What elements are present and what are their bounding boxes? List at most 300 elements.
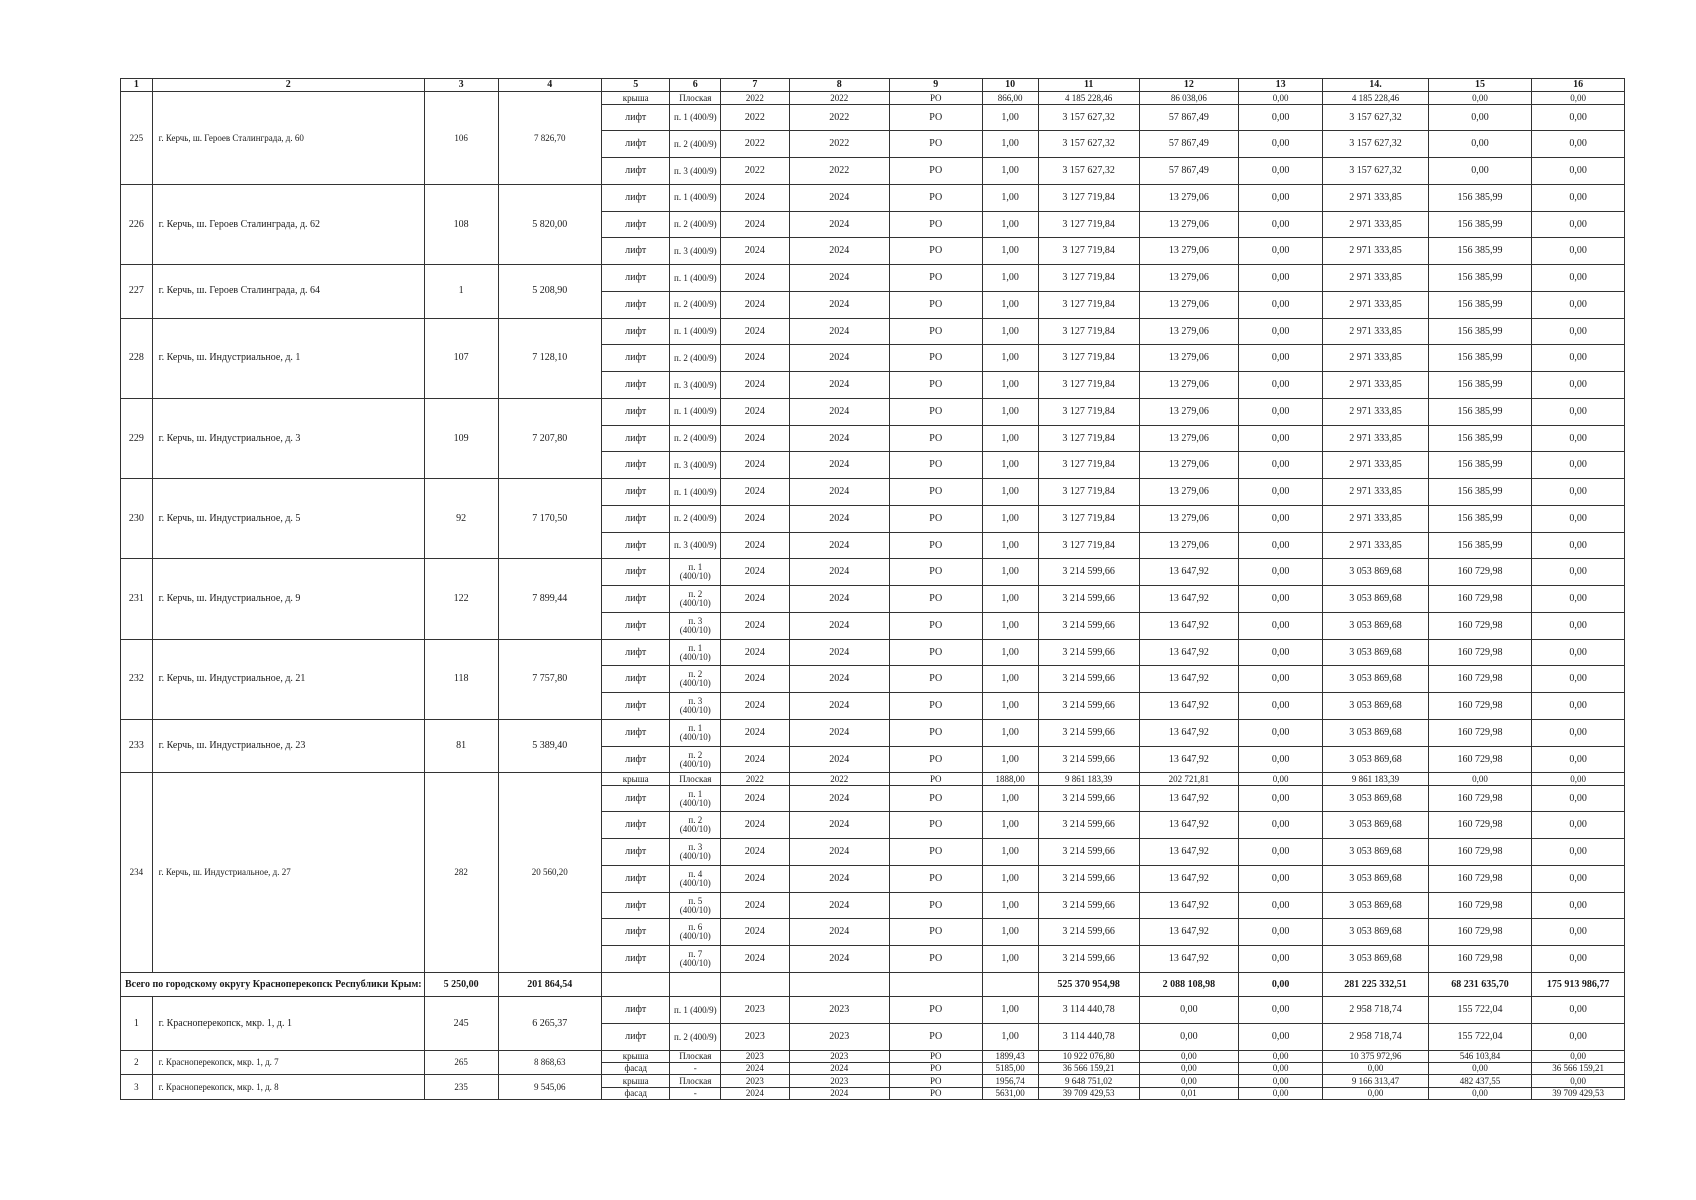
col16-amount: 0,00 xyxy=(1532,785,1625,812)
col7-year: 2024 xyxy=(721,265,790,292)
col13-amount: 0,00 xyxy=(1238,238,1322,265)
col6-element: Плоская xyxy=(670,1050,721,1062)
col7-year: 2024 xyxy=(721,559,790,586)
col14-amount: 2 971 333,85 xyxy=(1323,238,1428,265)
row-number: 233 xyxy=(121,719,153,773)
col12-amount: 0,00 xyxy=(1139,1050,1238,1062)
empty-cell xyxy=(670,972,721,997)
col12-amount: 57 867,49 xyxy=(1139,104,1238,131)
col11-total-cost: 4 185 228,46 xyxy=(1038,92,1139,104)
row-number: 228 xyxy=(121,318,153,398)
col11-total-cost: 3 214 599,66 xyxy=(1038,612,1139,639)
table-body xyxy=(121,79,1625,1100)
col7-year: 2024 xyxy=(721,693,790,720)
col11-total-cost: 3 214 599,66 xyxy=(1038,666,1139,693)
col14-amount: 0,00 xyxy=(1323,1087,1428,1099)
col8-year: 2024 xyxy=(789,425,889,452)
col12-amount: 0,00 xyxy=(1139,1075,1238,1087)
col13-amount: 0,00 xyxy=(1238,211,1322,238)
col10-volume: 866,00 xyxy=(982,92,1038,104)
col11-total-cost: 3 214 599,66 xyxy=(1038,892,1139,919)
col9-method: РО xyxy=(889,586,982,613)
col6-element: п. 2 (400/10) xyxy=(670,746,721,773)
col15-amount: 156 385,99 xyxy=(1428,372,1531,399)
col5-work-type: крыша xyxy=(601,92,670,104)
col14-amount: 3 053 869,68 xyxy=(1323,612,1428,639)
total-area: 201 864,54 xyxy=(498,972,601,997)
col11-total-cost: 3 114 440,78 xyxy=(1038,997,1139,1024)
col7-year: 2022 xyxy=(721,158,790,185)
col5-work-type: лифт xyxy=(601,398,670,425)
col6-element: п. 3 (400/9) xyxy=(670,372,721,399)
col8-year: 2024 xyxy=(789,532,889,559)
apartment-count: 106 xyxy=(424,92,498,185)
col5-work-type: лифт xyxy=(601,746,670,773)
col5-work-type: лифт xyxy=(601,479,670,506)
row-number: 234 xyxy=(121,773,153,973)
col11-total-cost: 3 214 599,66 xyxy=(1038,919,1139,946)
col6-element: п. 3 (400/9) xyxy=(670,532,721,559)
col9-method: РО xyxy=(889,773,982,785)
col16-amount: 0,00 xyxy=(1532,639,1625,666)
col10-volume: 1,00 xyxy=(982,131,1038,158)
col7-year: 2024 xyxy=(721,865,790,892)
col7-year: 2024 xyxy=(721,892,790,919)
col11-total-cost: 3 214 599,66 xyxy=(1038,559,1139,586)
col6-element: п. 1 (400/10) xyxy=(670,559,721,586)
col12-amount: 13 279,06 xyxy=(1139,318,1238,345)
row-number: 230 xyxy=(121,479,153,559)
building-area: 5 820,00 xyxy=(498,184,601,264)
col10-volume: 1,00 xyxy=(982,505,1038,532)
col11-total-cost: 3 157 627,32 xyxy=(1038,158,1139,185)
col8-year: 2024 xyxy=(789,865,889,892)
col8-year: 2024 xyxy=(789,586,889,613)
col8-year: 2024 xyxy=(789,398,889,425)
building-address: г. Красноперекопск, мкр. 1, д. 7 xyxy=(152,1050,424,1075)
col6-element: п. 1 (400/10) xyxy=(670,785,721,812)
col14-amount: 3 053 869,68 xyxy=(1323,719,1428,746)
col9-method: РО xyxy=(889,1063,982,1075)
col12-amount: 0,01 xyxy=(1139,1087,1238,1099)
col6-element: п. 5 (400/10) xyxy=(670,892,721,919)
col12-amount: 86 038,06 xyxy=(1139,92,1238,104)
col10-volume: 1,00 xyxy=(982,372,1038,399)
col14-amount: 3 053 869,68 xyxy=(1323,666,1428,693)
col8-year: 2023 xyxy=(789,1024,889,1051)
col9-method: РО xyxy=(889,719,982,746)
col15-amount: 156 385,99 xyxy=(1428,238,1531,265)
col10-volume: 1,00 xyxy=(982,291,1038,318)
col16-amount: 0,00 xyxy=(1532,1050,1625,1062)
col13-amount: 0,00 xyxy=(1238,719,1322,746)
col8-year: 2024 xyxy=(789,559,889,586)
col10-volume: 1,00 xyxy=(982,452,1038,479)
building-area: 5 208,90 xyxy=(498,265,601,319)
col12-amount: 13 647,92 xyxy=(1139,746,1238,773)
col12-amount: 13 279,06 xyxy=(1139,425,1238,452)
col6-element: Плоская xyxy=(670,773,721,785)
empty-cell xyxy=(789,972,889,997)
col6-element: Плоская xyxy=(670,92,721,104)
col8-year: 2024 xyxy=(789,238,889,265)
col16-amount: 0,00 xyxy=(1532,666,1625,693)
col5-work-type: лифт xyxy=(601,131,670,158)
col6-element: п. 2 (400/10) xyxy=(670,812,721,839)
col9-method: РО xyxy=(889,131,982,158)
column-number-header: 16 xyxy=(1532,79,1625,92)
col12-amount: 13 279,06 xyxy=(1139,398,1238,425)
col11-total-cost: 3 127 719,84 xyxy=(1038,505,1139,532)
col7-year: 2024 xyxy=(721,1063,790,1075)
col10-volume: 1,00 xyxy=(982,238,1038,265)
col9-method: РО xyxy=(889,104,982,131)
col9-method: РО xyxy=(889,946,982,973)
col12-amount: 13 647,92 xyxy=(1139,812,1238,839)
col5-work-type: лифт xyxy=(601,666,670,693)
empty-cell xyxy=(721,972,790,997)
col15-amount: 160 729,98 xyxy=(1428,785,1531,812)
col10-volume: 1956,74 xyxy=(982,1075,1038,1087)
col16-amount: 0,00 xyxy=(1532,372,1625,399)
col9-method: РО xyxy=(889,746,982,773)
col12-amount: 13 279,06 xyxy=(1139,372,1238,399)
col8-year: 2023 xyxy=(789,997,889,1024)
col12-amount: 13 647,92 xyxy=(1139,639,1238,666)
col9-method: РО xyxy=(889,666,982,693)
total-c14: 281 225 332,51 xyxy=(1323,972,1428,997)
col9-method: РО xyxy=(889,238,982,265)
col10-volume: 1,00 xyxy=(982,839,1038,866)
col13-amount: 0,00 xyxy=(1238,1050,1322,1062)
col9-method: РО xyxy=(889,211,982,238)
col16-amount: 0,00 xyxy=(1532,345,1625,372)
col8-year: 2024 xyxy=(789,693,889,720)
col6-element: п. 1 (400/9) xyxy=(670,398,721,425)
col12-amount: 13 647,92 xyxy=(1139,612,1238,639)
building-address: г. Керчь, ш. Индустриальное, д. 1 xyxy=(152,318,424,398)
col13-amount: 0,00 xyxy=(1238,785,1322,812)
col16-amount: 0,00 xyxy=(1532,559,1625,586)
col7-year: 2024 xyxy=(721,398,790,425)
col7-year: 2024 xyxy=(721,586,790,613)
col7-year: 2024 xyxy=(721,345,790,372)
col9-method: РО xyxy=(889,184,982,211)
col9-method: РО xyxy=(889,693,982,720)
table-row xyxy=(121,1050,1625,1062)
col16-amount: 0,00 xyxy=(1532,425,1625,452)
col13-amount: 0,00 xyxy=(1238,997,1322,1024)
col14-amount: 2 971 333,85 xyxy=(1323,291,1428,318)
col10-volume: 1,00 xyxy=(982,785,1038,812)
col12-amount: 57 867,49 xyxy=(1139,158,1238,185)
col8-year: 2024 xyxy=(789,839,889,866)
col5-work-type: лифт xyxy=(601,639,670,666)
table-row xyxy=(121,559,1625,586)
col15-amount: 156 385,99 xyxy=(1428,265,1531,292)
total-c12: 2 088 108,98 xyxy=(1139,972,1238,997)
col16-amount: 0,00 xyxy=(1532,719,1625,746)
col15-amount: 156 385,99 xyxy=(1428,318,1531,345)
col16-amount: 0,00 xyxy=(1532,892,1625,919)
col14-amount: 3 053 869,68 xyxy=(1323,865,1428,892)
col13-amount: 0,00 xyxy=(1238,425,1322,452)
row-number: 232 xyxy=(121,639,153,719)
col8-year: 2024 xyxy=(789,372,889,399)
table-row xyxy=(121,479,1625,506)
col10-volume: 1,00 xyxy=(982,158,1038,185)
col15-amount: 160 729,98 xyxy=(1428,892,1531,919)
col6-element: п. 4 (400/10) xyxy=(670,865,721,892)
col8-year: 2024 xyxy=(789,291,889,318)
col13-amount: 0,00 xyxy=(1238,318,1322,345)
col11-total-cost: 3 214 599,66 xyxy=(1038,586,1139,613)
col16-amount: 0,00 xyxy=(1532,238,1625,265)
col6-element: п. 1 (400/10) xyxy=(670,719,721,746)
col6-element: п. 3 (400/9) xyxy=(670,158,721,185)
col13-amount: 0,00 xyxy=(1238,639,1322,666)
building-area: 9 545,06 xyxy=(498,1075,601,1100)
col6-element: п. 1 (400/10) xyxy=(670,639,721,666)
col7-year: 2024 xyxy=(721,612,790,639)
col7-year: 2024 xyxy=(721,1087,790,1099)
col13-amount: 0,00 xyxy=(1238,612,1322,639)
empty-cell xyxy=(601,972,670,997)
building-address: г. Красноперекопск, мкр. 1, д. 8 xyxy=(152,1075,424,1100)
col14-amount: 3 053 869,68 xyxy=(1323,919,1428,946)
col12-amount: 13 647,92 xyxy=(1139,719,1238,746)
col7-year: 2023 xyxy=(721,997,790,1024)
col5-work-type: лифт xyxy=(601,345,670,372)
col5-work-type: лифт xyxy=(601,892,670,919)
col8-year: 2022 xyxy=(789,104,889,131)
col5-work-type: лифт xyxy=(601,719,670,746)
col14-amount: 3 053 869,68 xyxy=(1323,559,1428,586)
col5-work-type: крыша xyxy=(601,773,670,785)
column-number-header: 2 xyxy=(152,79,424,92)
col12-amount: 0,00 xyxy=(1139,997,1238,1024)
col15-amount: 0,00 xyxy=(1428,1063,1531,1075)
col8-year: 2024 xyxy=(789,946,889,973)
col13-amount: 0,00 xyxy=(1238,693,1322,720)
col5-work-type: лифт xyxy=(601,184,670,211)
column-number-header: 6 xyxy=(670,79,721,92)
table-row xyxy=(121,398,1625,425)
col14-amount: 2 971 333,85 xyxy=(1323,345,1428,372)
col14-amount: 2 971 333,85 xyxy=(1323,318,1428,345)
col8-year: 2024 xyxy=(789,639,889,666)
col6-element: - xyxy=(670,1087,721,1099)
col5-work-type: лифт xyxy=(601,997,670,1024)
col11-total-cost: 3 127 719,84 xyxy=(1038,345,1139,372)
col7-year: 2024 xyxy=(721,532,790,559)
col10-volume: 1,00 xyxy=(982,1024,1038,1051)
col14-amount: 3 157 627,32 xyxy=(1323,158,1428,185)
col7-year: 2024 xyxy=(721,238,790,265)
col10-volume: 1,00 xyxy=(982,892,1038,919)
col7-year: 2024 xyxy=(721,211,790,238)
col9-method: РО xyxy=(889,425,982,452)
col5-work-type: лифт xyxy=(601,291,670,318)
col10-volume: 1,00 xyxy=(982,184,1038,211)
column-number-header: 12 xyxy=(1139,79,1238,92)
apartment-count: 81 xyxy=(424,719,498,773)
apartment-count: 109 xyxy=(424,398,498,478)
building-address: г. Керчь, ш. Индустриальное, д. 3 xyxy=(152,398,424,478)
col14-amount: 3 053 869,68 xyxy=(1323,586,1428,613)
col5-work-type: лифт xyxy=(601,425,670,452)
col15-amount: 155 722,04 xyxy=(1428,997,1531,1024)
col9-method: РО xyxy=(889,372,982,399)
apartment-count: 235 xyxy=(424,1075,498,1100)
col5-work-type: лифт xyxy=(601,505,670,532)
col10-volume: 1,00 xyxy=(982,211,1038,238)
col14-amount: 2 971 333,85 xyxy=(1323,452,1428,479)
col6-element: п. 2 (400/9) xyxy=(670,131,721,158)
col12-amount: 57 867,49 xyxy=(1139,131,1238,158)
col5-work-type: фасад xyxy=(601,1063,670,1075)
col16-amount: 0,00 xyxy=(1532,479,1625,506)
col13-amount: 0,00 xyxy=(1238,1024,1322,1051)
col14-amount: 3 157 627,32 xyxy=(1323,131,1428,158)
col12-amount: 13 647,92 xyxy=(1139,865,1238,892)
col16-amount: 0,00 xyxy=(1532,946,1625,973)
col11-total-cost: 3 127 719,84 xyxy=(1038,265,1139,292)
col9-method: РО xyxy=(889,532,982,559)
col9-method: РО xyxy=(889,291,982,318)
col11-total-cost: 3 127 719,84 xyxy=(1038,532,1139,559)
col8-year: 2024 xyxy=(789,1063,889,1075)
total-apartments: 5 250,00 xyxy=(424,972,498,997)
apartment-count: 107 xyxy=(424,318,498,398)
column-number-header: 1 xyxy=(121,79,153,92)
col13-amount: 0,00 xyxy=(1238,104,1322,131)
column-number-header: 11 xyxy=(1038,79,1139,92)
col7-year: 2024 xyxy=(721,372,790,399)
col5-work-type: лифт xyxy=(601,104,670,131)
col7-year: 2024 xyxy=(721,719,790,746)
col9-method: РО xyxy=(889,1050,982,1062)
col14-amount: 3 053 869,68 xyxy=(1323,639,1428,666)
col16-amount: 0,00 xyxy=(1532,505,1625,532)
col16-amount: 0,00 xyxy=(1532,398,1625,425)
col12-amount: 13 279,06 xyxy=(1139,291,1238,318)
col15-amount: 160 729,98 xyxy=(1428,559,1531,586)
building-area: 5 389,40 xyxy=(498,719,601,773)
col8-year: 2024 xyxy=(789,1087,889,1099)
col5-work-type: лифт xyxy=(601,865,670,892)
col10-volume: 1,00 xyxy=(982,479,1038,506)
table-row xyxy=(121,639,1625,666)
table-row xyxy=(121,997,1625,1024)
building-address: г. Керчь, ш. Героев Сталинграда, д. 62 xyxy=(152,184,424,264)
col7-year: 2024 xyxy=(721,639,790,666)
col6-element: п. 2 (400/9) xyxy=(670,1024,721,1051)
col9-method: РО xyxy=(889,1075,982,1087)
col8-year: 2023 xyxy=(789,1050,889,1062)
col11-total-cost: 36 566 159,21 xyxy=(1038,1063,1139,1075)
col14-amount: 10 375 972,96 xyxy=(1323,1050,1428,1062)
col16-amount: 0,00 xyxy=(1532,1075,1625,1087)
col10-volume: 1,00 xyxy=(982,532,1038,559)
col10-volume: 1,00 xyxy=(982,865,1038,892)
col15-amount: 160 729,98 xyxy=(1428,812,1531,839)
column-number-header: 13 xyxy=(1238,79,1322,92)
col13-amount: 0,00 xyxy=(1238,839,1322,866)
col15-amount: 160 729,98 xyxy=(1428,612,1531,639)
col12-amount: 13 647,92 xyxy=(1139,693,1238,720)
col5-work-type: крыша xyxy=(601,1075,670,1087)
col15-amount: 160 729,98 xyxy=(1428,719,1531,746)
col14-amount: 4 185 228,46 xyxy=(1323,92,1428,104)
col16-amount: 0,00 xyxy=(1532,131,1625,158)
apartment-count: 1 xyxy=(424,265,498,319)
col12-amount: 13 279,06 xyxy=(1139,211,1238,238)
col8-year: 2024 xyxy=(789,184,889,211)
col13-amount: 0,00 xyxy=(1238,1063,1322,1075)
col5-work-type: лифт xyxy=(601,919,670,946)
col6-element: п. 1 (400/9) xyxy=(670,997,721,1024)
apartment-count: 92 xyxy=(424,479,498,559)
col15-amount: 156 385,99 xyxy=(1428,452,1531,479)
col9-method: РО xyxy=(889,318,982,345)
col7-year: 2024 xyxy=(721,839,790,866)
col15-amount: 160 729,98 xyxy=(1428,946,1531,973)
col5-work-type: лифт xyxy=(601,839,670,866)
col5-work-type: лифт xyxy=(601,211,670,238)
col15-amount: 0,00 xyxy=(1428,158,1531,185)
col16-amount: 0,00 xyxy=(1532,1024,1625,1051)
col11-total-cost: 3 127 719,84 xyxy=(1038,291,1139,318)
col7-year: 2024 xyxy=(721,746,790,773)
col14-amount: 3 053 869,68 xyxy=(1323,693,1428,720)
col11-total-cost: 3 127 719,84 xyxy=(1038,452,1139,479)
col8-year: 2024 xyxy=(789,452,889,479)
apartment-count: 122 xyxy=(424,559,498,639)
col7-year: 2023 xyxy=(721,1024,790,1051)
col11-total-cost: 3 214 599,66 xyxy=(1038,639,1139,666)
col13-amount: 0,00 xyxy=(1238,479,1322,506)
building-address: г. Керчь, ш. Индустриальное, д. 21 xyxy=(152,639,424,719)
col15-amount: 160 729,98 xyxy=(1428,839,1531,866)
col7-year: 2022 xyxy=(721,92,790,104)
col5-work-type: лифт xyxy=(601,238,670,265)
col9-method: РО xyxy=(889,785,982,812)
col15-amount: 156 385,99 xyxy=(1428,532,1531,559)
col5-work-type: лифт xyxy=(601,785,670,812)
column-number-header: 7 xyxy=(721,79,790,92)
column-number-header: 9 xyxy=(889,79,982,92)
col6-element: п. 1 (400/9) xyxy=(670,318,721,345)
apartment-count: 265 xyxy=(424,1050,498,1075)
col16-amount: 0,00 xyxy=(1532,92,1625,104)
col12-amount: 13 647,92 xyxy=(1139,839,1238,866)
col8-year: 2023 xyxy=(789,1075,889,1087)
row-number: 225 xyxy=(121,92,153,185)
col9-method: РО xyxy=(889,559,982,586)
col5-work-type: лифт xyxy=(601,532,670,559)
col7-year: 2022 xyxy=(721,104,790,131)
col7-year: 2023 xyxy=(721,1050,790,1062)
col10-volume: 1,00 xyxy=(982,719,1038,746)
col10-volume: 1,00 xyxy=(982,693,1038,720)
building-area: 7 207,80 xyxy=(498,398,601,478)
col13-amount: 0,00 xyxy=(1238,372,1322,399)
col6-element: Плоская xyxy=(670,1075,721,1087)
empty-cell xyxy=(982,972,1038,997)
row-number: 226 xyxy=(121,184,153,264)
apartment-count: 245 xyxy=(424,997,498,1051)
